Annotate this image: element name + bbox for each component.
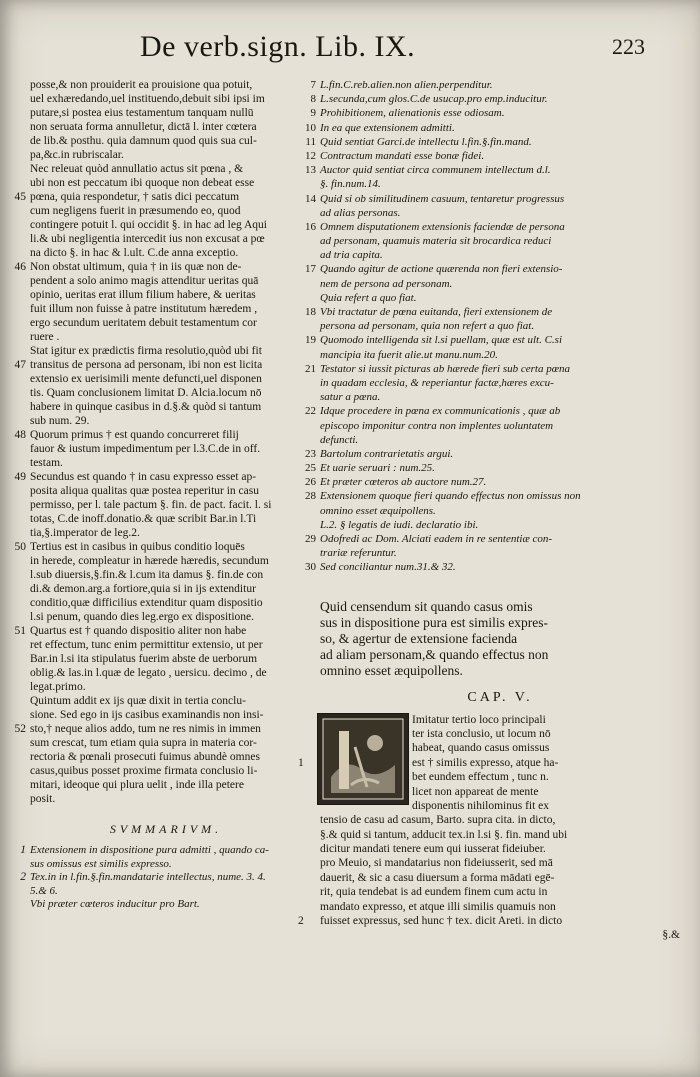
- text-line: Quintum addit ex ijs quæ dixit in tertia conclu-: [30, 695, 246, 707]
- folio-number: 223: [612, 34, 645, 59]
- text-line: ad personam, quamuis materia sit brocardica reduci: [320, 235, 552, 248]
- summary-item-number: 11: [305, 135, 316, 148]
- paragraph-number: 51: [14, 625, 26, 637]
- text-line: Quorum primus † est quando concurreret filij 48: [30, 428, 302, 442]
- text-line: pa,&c.in rubriscalar.: [30, 149, 124, 161]
- summary-item-number: 30: [305, 561, 316, 574]
- text-line: cum negligens fuerit in præsumendo eo, quod: [30, 205, 241, 217]
- text-line: tis. Quam conclusionem limitat D. Alcia.locum nō: [30, 387, 262, 399]
- text-line: habere in quinque casibus in d.§.& quòd si tantum: [30, 401, 262, 413]
- text-line: posse,& non prouiderit ea prouisione qua potuit,: [30, 79, 253, 91]
- summary-item: [305, 163, 680, 191]
- text-line: Contractum mandati esse bonæ fidei.: [320, 149, 485, 162]
- text-line: Idque procedere in pœna ex communicationis , quæ ab: [320, 405, 561, 418]
- text-line: pro Meuio, si mandatarius non fideiusserit, sed mā: [320, 857, 553, 870]
- text-line: extensio ex uerisimili mente defuncti,uel disponen: [30, 373, 262, 385]
- summary-item: [305, 532, 680, 560]
- summary-item-number: 18: [305, 306, 316, 318]
- paragraph-number: 50: [14, 541, 26, 553]
- text-line: rectoria & pœnali prosecuti fuimus abundè omnes: [30, 751, 260, 763]
- text-line: ad tria capita.: [320, 249, 383, 262]
- summary-item: [320, 291, 680, 305]
- summary-item: [305, 121, 680, 135]
- text-line: §. fin.num.14.: [320, 178, 381, 191]
- paragraph-number: 47: [14, 359, 26, 371]
- summary-item: [305, 489, 680, 517]
- text-line: licet non appareat de mente: [412, 785, 539, 798]
- text-line: contingere potuit l. qui occidit §. in hac ad leg Aqui: [30, 219, 267, 231]
- decorated-initial-image: [317, 713, 409, 805]
- text-line: In ea que extensionem admitti.: [320, 121, 455, 134]
- text-line: trariæ referuntur.: [320, 547, 397, 560]
- text-line: mitari, ideoque qui plura uelit , inde illa petere: [30, 779, 244, 791]
- text-line: ter ista conclusio, ut locum nō: [412, 727, 551, 740]
- text-line: habeat, quando casus omissus: [412, 742, 550, 755]
- summary-item-number: 7: [310, 79, 316, 91]
- text-line: disponentis nihilominus fit ex: [412, 799, 550, 812]
- paragraph-number: 46: [14, 261, 26, 273]
- summary-item-number: 22: [305, 405, 316, 418]
- text-line: transitus de persona ad personam, ibi non est licita 47: [30, 358, 302, 372]
- summary-item-number: 25: [305, 462, 316, 475]
- text-line: fuit illum non fuisse à patre institutum hæredem ,: [30, 303, 258, 315]
- text-line: li.& ubi negligentia intercedit ius non excusat a pœ: [30, 233, 265, 245]
- text-line: fauor & iustum impedimentum per l.3.C.de in off.: [30, 443, 261, 455]
- summary-item: [305, 305, 680, 333]
- text-line: testam.: [30, 457, 63, 469]
- text-line: omnino esset æquipollens.: [320, 504, 436, 517]
- text-line: Extensionem in dispositione pura admitti , quando ca-: [30, 844, 269, 856]
- text-line: episcopo imponitur contra non implentes uoluntatem: [320, 419, 554, 432]
- text-line: in quadam ecclesia, & reperiantur factæ,hæres excu-: [320, 376, 554, 389]
- text-line: Extensionem quoque fieri quando effectus non omissus non: [320, 490, 581, 503]
- text-line: Bar.in l.si ita stipulatus fuerim abste de uerborum: [30, 653, 258, 665]
- text-line: ruere .: [30, 331, 60, 343]
- text-line: Imitatur tertio loco principali: [412, 713, 546, 726]
- summary-item-number: 26: [305, 476, 316, 489]
- text-line: pœna, quia respondetur, † satis dici peccatum 45: [30, 190, 302, 204]
- summary-item-number: 17: [305, 263, 316, 276]
- text-line: est † similis expresso, atque ha-: [412, 756, 559, 769]
- text-line: tia,§.imperator de leg.2.: [30, 527, 140, 539]
- text-line: opinio, ueritas erat illum filium habere, & ueritas: [30, 289, 256, 301]
- page-header: [0, 30, 700, 70]
- chapter-title: [320, 599, 680, 679]
- paragraph-number: 49: [14, 471, 26, 483]
- summary-item-number: 12: [305, 149, 316, 162]
- paragraph-number: 52: [14, 723, 26, 735]
- chapter-body: [298, 713, 680, 943]
- text-line: conditio,quæ difficilius extenditur quam dispositio: [30, 597, 263, 609]
- text-line: §.&: [662, 929, 680, 942]
- text-line: dauerit, & sic a casu diuersum a forma mādati egē-: [320, 871, 555, 884]
- text-line: di.& demon.arg.a fortiore,quia si in ijs extenditur: [30, 583, 256, 595]
- text-line: Quomodo intelligenda sit l.si puellam, quæ est ult. C.si: [320, 334, 562, 347]
- text-line: totas, C.de inoff.donatio.& quæ scribit Bar.in l.Ti: [30, 513, 257, 525]
- text-line: satur a pœna.: [320, 391, 381, 404]
- text-line: fuisset expressus, sed hunc † tex. dicit Areti. in dicto: [320, 915, 563, 928]
- text-line: in herede, compleatur in hærede hæredis, secundum: [30, 555, 269, 567]
- summary-item-number: 28: [305, 490, 316, 503]
- text-line: Quid censendum sit quando casus omis: [320, 598, 533, 614]
- summary-item-number: 16: [305, 220, 316, 233]
- text-line: so, & agertur de extensione facienda: [320, 630, 518, 646]
- text-line: Non obstat ultimum, quia † in iis quæ non de- 46: [30, 260, 302, 274]
- summary-item: [305, 262, 680, 290]
- text-line: §.& quid si tantum, adducit tex.in l.si §. fin. mand ubi: [320, 828, 568, 841]
- summary-item: [305, 135, 680, 149]
- text-line: ad aliam personam,& quando effectus non: [320, 646, 549, 662]
- summary-item: [305, 475, 680, 489]
- summary-item: [305, 149, 680, 163]
- text-line: Quia refert a quo fiat.: [320, 291, 417, 304]
- text-line: mancipia ita fuerit alie.ut manu.num.20.: [320, 348, 498, 361]
- summary-item: [305, 192, 680, 220]
- summary-item: [305, 560, 680, 574]
- chapter-label: CAP. V.: [467, 689, 533, 705]
- text-line: ergo secundum ueritatem debuit testamentum cor: [30, 317, 257, 329]
- margin-number: 2: [298, 915, 304, 928]
- text-line: ret effectum, tunc enim permittitur extensio, ut per: [30, 639, 263, 651]
- summary-item-number: 13: [305, 164, 316, 177]
- summary-item-number: 2: [20, 871, 26, 883]
- text-line: na dicto §. in hac & l.ult. C.de anna exceptio.: [30, 247, 239, 259]
- summary-item-number: 1: [20, 844, 26, 856]
- text-line: bet eundem effectum , tunc n.: [412, 771, 549, 784]
- text-line: Testator si iussit picturas ab hærede fieri sub certa pœna: [320, 362, 571, 375]
- text-line: de lib.& posthu. quia damnum quod quis sua cul-: [30, 135, 257, 147]
- text-line: Tertius est in casibus in quibus conditio loquēs 50: [30, 540, 302, 554]
- text-line: dicitur mandati tenere eum qui iusserat fideiuber.: [320, 843, 546, 856]
- text-line: putare,si postea eius testamentum tanquam nullū: [30, 107, 254, 119]
- text-line: Quando agitur de actione quærenda non fieri extensio-: [320, 263, 563, 276]
- paragraph-number: 48: [14, 429, 26, 441]
- left-column: [14, 78, 302, 912]
- text-line: nem de persona ad personam.: [320, 277, 453, 290]
- summary-item: [305, 461, 680, 475]
- summary-item: [320, 518, 680, 532]
- summary-item: [305, 362, 680, 405]
- text-line: pendent a solo animo magis attenditur ueritas quā: [30, 275, 259, 287]
- text-line: Et præter cœteros ab auctore num.27.: [320, 476, 487, 489]
- summary-heading: SVMMARIVM.: [109, 822, 223, 836]
- text-line: Vbi tractatur de pœna euitanda, fieri extensionem de: [320, 306, 553, 318]
- text-line: mandato expresso, et atque illi similis quamuis non: [320, 900, 556, 913]
- summary-item-number: 19: [305, 334, 316, 347]
- text-line: Secundus est quando † in casu expresso esset ap- 49: [30, 470, 302, 484]
- text-line: persona ad personam, quia non refert a quo fiat.: [320, 320, 535, 333]
- paragraph-number: 45: [14, 191, 26, 203]
- text-line: defuncti.: [320, 433, 359, 446]
- text-line: Quid sentiat Garci.de intellectu l.fin.§.fin.mand.: [320, 135, 532, 148]
- text-line: 5.& 6.: [30, 884, 58, 897]
- text-line: oblig.& las.in l.quæ de legato , uersicu. decimo , de: [30, 667, 267, 679]
- summary-item: [310, 78, 680, 92]
- summary-item: [20, 844, 302, 871]
- text-line: sto,† neque alios addo, tum ne res nimis in immen 52: [30, 722, 302, 736]
- text-line: L.2. § legatis de iudi. declaratio ibi.: [320, 518, 479, 531]
- text-line: rit, quia tendebat is ad eundem finem cum actu in: [320, 886, 548, 899]
- summary-item: [20, 871, 302, 898]
- text-line: non seruata forma annulletur, dictā l. inter cœtera: [30, 121, 257, 133]
- summary-item: [305, 404, 680, 447]
- text-line: Nec releuat quòd annullatio actus sit pœna , &: [30, 163, 244, 175]
- text-line: Sed conciliantur num.31.& 32.: [320, 561, 456, 574]
- margin-number: 1: [298, 756, 304, 769]
- text-line: sus omissus est similis expresso.: [30, 857, 172, 870]
- right-column: [298, 78, 680, 943]
- summary-item-number: 23: [305, 447, 316, 460]
- summary-item-number: 8: [310, 93, 316, 106]
- text-line: l.sub diuersis,§.fin.& l.cum ita damus §. fin.de con: [30, 569, 264, 581]
- summary-item-number: 10: [305, 121, 316, 134]
- text-line: Omnem disputationem extensionis faciendæ de persona: [320, 220, 565, 233]
- text-line: omnino esset æquipollens.: [320, 662, 463, 678]
- summary-item-number: 14: [305, 192, 316, 205]
- running-title: De verb.sign. Lib. IX.: [140, 30, 416, 63]
- text-line: Stat igitur ex prædictis firma resolutio,quòd ubi fit: [30, 345, 262, 357]
- text-line: sub num. 29.: [30, 415, 90, 427]
- text-line: L.secunda,cum glos.C.de usucap.pro emp.inducitur.: [320, 93, 548, 106]
- summary-item-number: 29: [305, 533, 316, 545]
- text-line: sione. Sed ego in ijs casibus examinandis non insi-: [30, 709, 264, 721]
- text-line: permisso, per l. tale pactum §. fin. de pact. facit. l. si: [30, 499, 272, 511]
- text-line: uel exhæredando,uel instituendo,debuit sibi ipsi im: [30, 93, 265, 105]
- summary-item: [305, 447, 680, 461]
- text-line: ubi non est peccatum ibi quoque non debeat esse: [30, 177, 255, 189]
- text-line: Odofredi ac Dom. Alciati eadem in re sententiæ con-: [320, 533, 553, 545]
- text-line: ad alias personas.: [320, 206, 401, 219]
- text-line: posita aliqua qualitas quæ postea reperitur in casu: [30, 485, 259, 497]
- text-line: tensio de casu ad casum, Barto. supra cita. in dicto,: [320, 814, 556, 827]
- text-line: L.fin.C.reb.alien.non alien.perpenditur.: [320, 79, 493, 91]
- text-line: sum crescat, tum etiam quia supra in materia cor-: [30, 737, 257, 749]
- text-line: sus in dispositione pura est similis expres-: [320, 614, 548, 630]
- summary-item: [305, 220, 680, 263]
- text-line: Prohibitionem, alienationis esse odiosam.: [320, 107, 505, 120]
- text-line: legat.primo.: [30, 681, 86, 693]
- text-line: Tex.in in l.fin.§.fin.mandatarie intellectus, nume. 3. 4.: [30, 871, 266, 883]
- text-line: l.si penum, quando dies leg.ergo ex dispositione.: [30, 611, 255, 623]
- summary-item: [30, 898, 302, 912]
- text-line: posit.: [30, 793, 56, 805]
- text-line: casus,quibus posset proxime firmata conclusio li-: [30, 765, 258, 777]
- text-line: Et uarie seruari : num.25.: [320, 462, 435, 475]
- text-line: Bartolum contrarietatis argui.: [320, 447, 454, 460]
- summary-item-number: 21: [305, 362, 316, 375]
- summary-item: [310, 106, 680, 120]
- summary-item: [310, 92, 680, 106]
- text-line: Vbi præter cœteros inducitur pro Bart.: [30, 898, 200, 910]
- summary-item-number: 9: [310, 107, 316, 120]
- text-line: Auctor quid sentiat circa communem intellectum d.l.: [320, 164, 551, 177]
- summary-item: [305, 333, 680, 361]
- text-line: Quid si ob similitudinem casuum, tentaretur progressus: [320, 192, 565, 205]
- text-line: Quartus est † quando dispositio aliter non habe 51: [30, 624, 302, 638]
